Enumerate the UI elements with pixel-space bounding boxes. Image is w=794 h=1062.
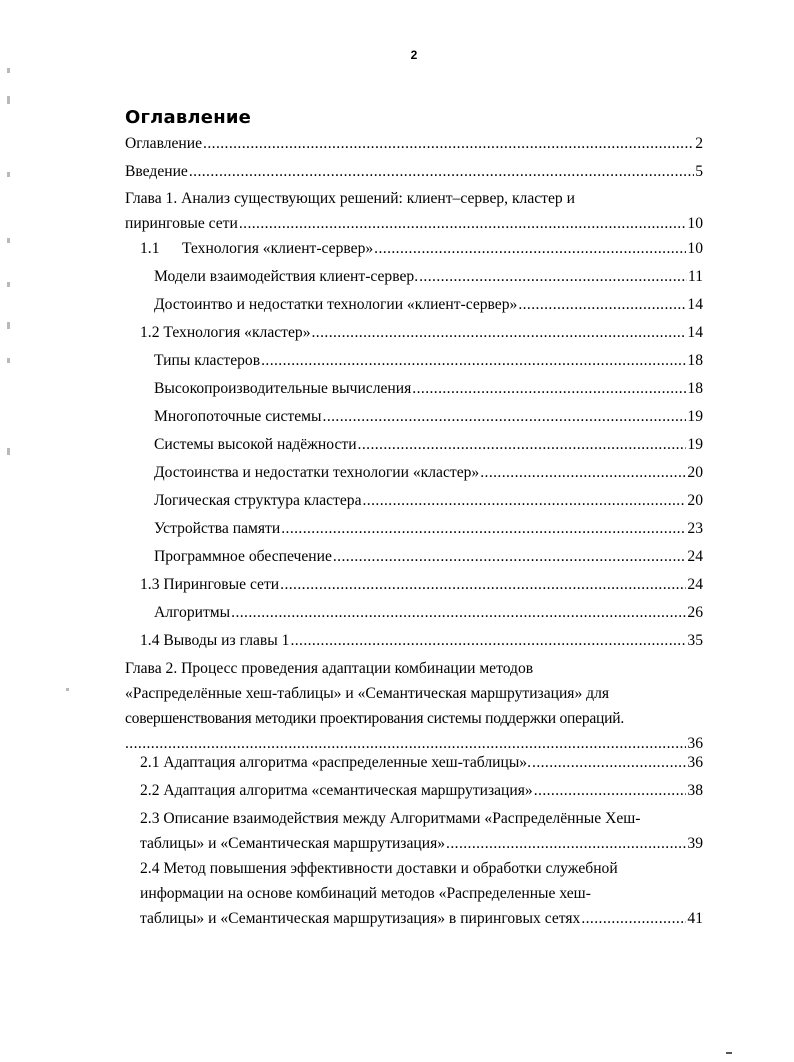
scan-mark bbox=[7, 96, 10, 104]
scan-mark bbox=[7, 68, 10, 73]
toc-entry-text: 2.1 Адаптация алгоритма «распределенные хеш-таблицы». bbox=[140, 754, 532, 771]
page-number: 2 bbox=[410, 48, 418, 62]
leader-dots bbox=[532, 750, 686, 775]
scan-mark bbox=[7, 172, 10, 177]
toc-entry-text: Введение bbox=[125, 163, 188, 180]
toc-entry-page: 18 bbox=[687, 352, 703, 369]
leader-dots bbox=[280, 572, 686, 597]
toc-entry-1-4[interactable] bbox=[140, 628, 703, 653]
toc-entry-hpc[interactable] bbox=[154, 376, 703, 401]
toc-entry-text: таблицы» и «Семантическая маршрутизация» в пиринговых сетях bbox=[140, 910, 581, 927]
toc-entry-2-1[interactable] bbox=[140, 750, 703, 775]
toc-entry-line: 2.3 Описание взаимодействия между Алгоритмами «Распределённые Хеш- bbox=[140, 810, 641, 827]
toc-entry-line: Глава 1. Анализ существующих решений: клиент–сервер, кластер и bbox=[125, 190, 575, 207]
toc-entry-page: 36 bbox=[687, 735, 703, 752]
toc-entry-page: 24 bbox=[687, 576, 703, 593]
toc-entry-1-3[interactable] bbox=[140, 572, 703, 597]
toc-entry-text: Многопоточные системы bbox=[154, 408, 322, 425]
toc-entry-page: 39 bbox=[687, 835, 703, 852]
leader-dots bbox=[446, 831, 686, 856]
toc-entry-text: Модели взаимодействия клиент-сервер. bbox=[154, 268, 419, 285]
toc-entry-page: 23 bbox=[687, 520, 703, 537]
leader-dots bbox=[374, 236, 686, 261]
scan-mark bbox=[66, 688, 69, 691]
toc-entry-cluster-pros-cons[interactable] bbox=[154, 460, 703, 485]
scan-mark bbox=[7, 238, 10, 243]
toc-entry-text: Высокопроизводительные вычисления bbox=[154, 380, 412, 397]
toc-entry-text: 1.4 Выводы из главы 1 bbox=[140, 632, 290, 649]
toc-entry-client-server-models[interactable] bbox=[154, 264, 703, 289]
leader-dots bbox=[312, 320, 687, 345]
toc-entry-page: 35 bbox=[687, 632, 703, 649]
leader-dots bbox=[203, 131, 694, 156]
toc-entry-page: 19 bbox=[687, 408, 703, 425]
toc-entry-text: 1.3 Пиринговые сети bbox=[140, 576, 280, 593]
scan-mark bbox=[726, 1052, 732, 1054]
toc-entry-cluster-types[interactable] bbox=[154, 348, 703, 373]
toc-entry-high-availability[interactable] bbox=[154, 432, 703, 457]
toc-entry-text: Системы высокой надёжности bbox=[154, 436, 357, 453]
toc-entry-client-server-pros-cons[interactable] bbox=[154, 292, 703, 317]
toc-entry-page: 41 bbox=[687, 910, 703, 927]
toc-entry-page: 2 bbox=[695, 135, 703, 152]
toc-entry-text: Устройства памяти bbox=[154, 520, 281, 537]
toc-entry-text: пиринговые сети bbox=[125, 215, 238, 232]
leader-dots bbox=[412, 376, 686, 401]
toc-entry-2-3[interactable] bbox=[140, 806, 703, 856]
toc-entry-page: 20 bbox=[687, 492, 703, 509]
toc-entry-line: совершенствования методики проектирования системы поддержки операций. bbox=[125, 710, 624, 727]
toc-entry-page: 24 bbox=[687, 548, 703, 565]
toc-entry-memory-devices[interactable] bbox=[154, 516, 703, 541]
toc-entry-contents[interactable] bbox=[125, 131, 703, 156]
leader-dots bbox=[281, 516, 686, 541]
toc-entry-page: 38 bbox=[687, 782, 703, 799]
scan-mark bbox=[7, 282, 10, 287]
toc-entry-1-1[interactable] bbox=[140, 236, 703, 261]
toc-entry-introduction[interactable] bbox=[125, 159, 703, 184]
toc-entry-algorithms[interactable] bbox=[154, 600, 703, 625]
toc-entry-line: Глава 2. Процесс проведения адаптации комбинации методов bbox=[125, 660, 534, 677]
leader-dots bbox=[231, 600, 686, 625]
toc-entry-page: 11 bbox=[687, 268, 703, 285]
toc-entry-text: Логическая структура кластера bbox=[154, 492, 362, 509]
toc-entry-page: 18 bbox=[687, 380, 703, 397]
leader-dots bbox=[189, 159, 694, 184]
toc-entry-line: «Распределённые хеш-таблицы» и «Семантическая маршрутизация» для bbox=[125, 685, 610, 702]
toc-entry-page: 10 bbox=[687, 240, 703, 257]
leader-dots bbox=[261, 348, 686, 373]
toc-entry-text: Достоинства и недостатки технологии «кластер» bbox=[154, 464, 480, 481]
toc-entry-page: 14 bbox=[687, 324, 703, 341]
toc-entry-page: 20 bbox=[687, 464, 703, 481]
toc-entry-line: 2.4 Метод повышения эффективности доставки и обработки служебной bbox=[140, 860, 618, 877]
toc-entry-page: 5 bbox=[695, 163, 703, 180]
toc-entry-cluster-structure[interactable] bbox=[154, 488, 703, 513]
leader-dots bbox=[239, 211, 687, 236]
toc-entry-page: 36 bbox=[687, 754, 703, 771]
leader-dots bbox=[333, 544, 687, 569]
toc-entry-text: Достоинтво и недостатки технологии «клиент-сервер» bbox=[154, 296, 518, 313]
toc-entry-number: 1.1 bbox=[140, 240, 160, 257]
leader-dots bbox=[581, 906, 686, 931]
leader-dots bbox=[363, 488, 687, 513]
toc-entry-multithreaded[interactable] bbox=[154, 404, 703, 429]
toc-entry-page: 19 bbox=[687, 436, 703, 453]
toc-entry-line: информации на основе комбинаций методов «Распределенные хеш- bbox=[140, 885, 591, 902]
leader-dots bbox=[323, 404, 687, 429]
toc-entry-page: 14 bbox=[687, 296, 703, 313]
toc-entry-chapter-2[interactable] bbox=[125, 656, 703, 756]
toc-entry-1-2[interactable] bbox=[140, 320, 703, 345]
toc-entry-text: 2.2 Адаптация алгоритма «семантическая маршрутизация» bbox=[140, 782, 533, 799]
leader-dots bbox=[480, 460, 686, 485]
toc-entry-text: Типы кластеров bbox=[154, 352, 261, 369]
toc-entry-page: 26 bbox=[687, 604, 703, 621]
leader-dots bbox=[358, 432, 687, 457]
toc-entry-text: 1.2 Технология «кластер» bbox=[140, 324, 311, 341]
toc-title: Оглавление bbox=[125, 107, 252, 128]
toc-entry-2-2[interactable] bbox=[140, 778, 703, 803]
toc-entry-2-4[interactable] bbox=[140, 856, 703, 931]
leader-dots bbox=[518, 292, 686, 317]
toc-entry-text: Оглавление bbox=[125, 135, 203, 152]
toc-entry-chapter-1[interactable] bbox=[125, 186, 703, 236]
leader-dots bbox=[534, 778, 687, 803]
toc-entry-text: Алгоритмы bbox=[154, 604, 231, 621]
toc-entry-text: таблицы» и «Семантическая маршрутизация» bbox=[140, 835, 446, 852]
scan-mark bbox=[7, 448, 10, 455]
toc-entry-page: 10 bbox=[687, 215, 703, 232]
scan-mark bbox=[7, 358, 10, 363]
toc-entry-text: Программное обеспечение bbox=[154, 548, 332, 565]
toc-entry-software[interactable] bbox=[154, 544, 703, 569]
leader-dots bbox=[290, 628, 686, 653]
scan-mark bbox=[7, 322, 10, 329]
leader-dots bbox=[419, 264, 687, 289]
toc-entry-text: Технология «клиент-сервер» bbox=[182, 240, 374, 257]
